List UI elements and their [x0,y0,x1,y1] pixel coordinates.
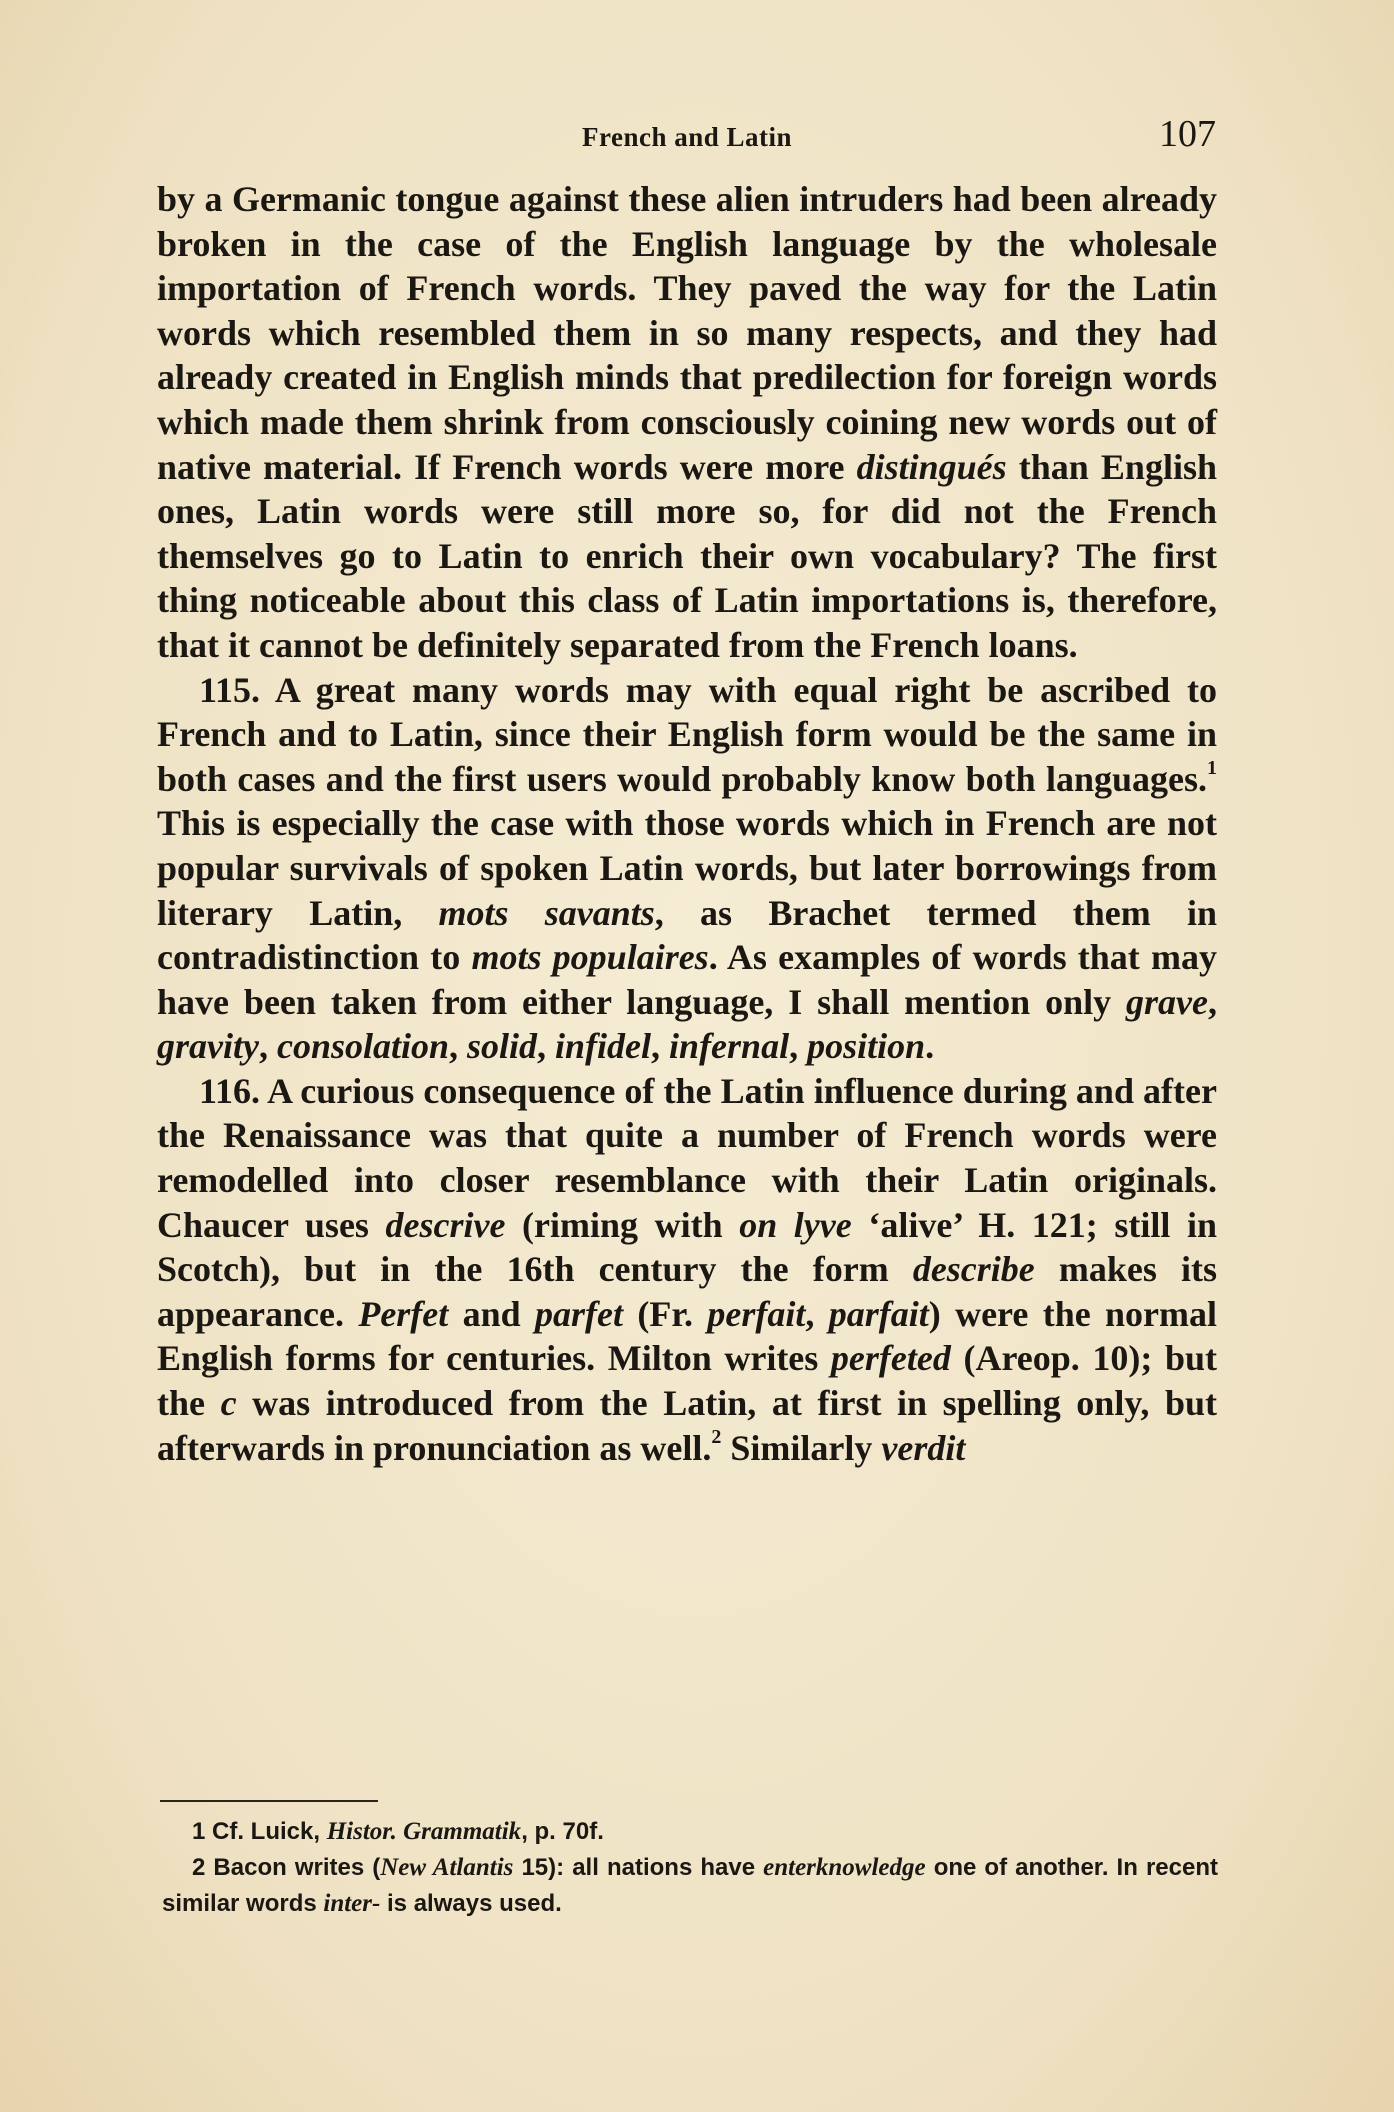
italic-term: Histor. Grammatik [326,1818,522,1845]
text-run: is always used. [380,1890,562,1917]
italic-term: perfait [707,1293,806,1334]
italic-term: describe [912,1249,1035,1290]
italic-term: parfait [828,1293,929,1334]
text-run: , p. 70f. [521,1818,604,1845]
italic-term: perfeted [830,1338,951,1379]
text-run: (riming with [505,1204,740,1245]
text-run: , as Brachet termed them in contradistinction to [157,892,1217,978]
footnotes [162,1814,1218,1922]
text-run: 2 Bacon writes ( [192,1854,381,1881]
page-number: 107 [1159,113,1216,155]
footnote-reference: 2 [711,1425,722,1448]
text-run: This is especially the case with those words which in French are not popular survivals of spoken Latin words, but later borrowings from literary Latin, [157,803,1217,933]
text-run: , [651,1026,670,1067]
paragraph-continued [157,177,1217,668]
text-run: 1 Cf. Luick, [192,1818,327,1845]
text-run: by a Germanic tongue against these alien intruders had been already broken in the case of the English language by the wholesale importation of French words. They paved the way for the Latin words which resembled them in so many respects, and they had already created in English minds that predilection for foreign words which made them shrink from consciously coining new words out of native material. If French words were more [157,179,1217,487]
text-run: makes its appearance. [157,1249,1217,1334]
text-run: , [789,1026,808,1067]
italic-term: infidel [555,1026,652,1067]
italic-term: infernal [669,1026,790,1067]
italic-term: mots savants [438,892,655,933]
italic-term: on lyve [739,1204,852,1245]
italic-term: verdit [881,1427,966,1468]
footnote-reference: 1 [1207,756,1217,779]
text-run: A curious consequence of the Latin influence during and after the Renaissance was that quite a number of French words were remodelled into closer resemblance with their Latin originals. Chaucer uses [157,1070,1217,1245]
text-run: , [258,1026,277,1067]
text-run: . As examples of words that may have been taken from either language, I shall mention only [157,937,1217,1022]
paragraph-116 [157,1069,1217,1470]
section-number: 115. [199,669,261,710]
section-number: 116. [199,1070,261,1111]
italic-term: solid [467,1026,538,1067]
text-run: , [449,1026,468,1067]
italic-term: gravity [157,1026,259,1067]
running-head: French and Latin [581,122,793,152]
text-run: , [1208,981,1217,1022]
footnote-1 [162,1814,1218,1850]
italic-term: distingués [856,446,1007,487]
italic-term: New Atlantis [380,1854,514,1881]
text-run: Similarly [721,1427,882,1468]
text-run: than English ones, Latin words were still more so, for did not the French themselves go to Latin to enrich their own vocabulary? The first thing noticeable about this class of Latin importations is, therefore, that it cannot be definitely separated from the French loans. [157,446,1217,665]
text-run: ) were the normal English forms for centuries. Milton writes [157,1293,1218,1379]
footnote-divider [160,1800,378,1802]
text-run: . [925,1026,935,1067]
italic-term: Perfet [358,1293,449,1334]
italic-term: enterknowledge [763,1854,926,1881]
text-run: (Fr. [623,1293,708,1334]
text-run: , [537,1026,556,1067]
italic-term: c [220,1383,237,1424]
text-run: A great many words may with equal right be ascribed to French and to Latin, since their English form would be the same in both cases and the first users would probably know both languages. [157,669,1217,799]
italic-term: consolation [276,1026,450,1067]
page-header [158,112,1216,162]
text-run: and [448,1293,536,1334]
italic-term: parfet [535,1293,624,1334]
text-run: (Areop. 10); but the [157,1338,1217,1424]
paragraph-115 [157,668,1217,1069]
italic-term: inter- [323,1890,381,1917]
text-run: , [805,1293,829,1334]
text-run: 15): all nations have [513,1854,764,1881]
italic-term: position [807,1026,926,1067]
footnote-2 [162,1850,1218,1922]
text-run: ‘alive’ H. 121; still in Scotch), but in the 16th century the form [157,1204,1217,1290]
text-run: one of another. In recent similar words [162,1854,1218,1917]
body-text [157,177,1217,1470]
italic-term: mots populaires [471,937,709,978]
italic-term: grave [1126,981,1208,1022]
text-run: was introduced from the Latin, at first in spelling only, but afterwards in pronunciation as well. [157,1383,1217,1468]
italic-term: descrive [385,1204,506,1245]
